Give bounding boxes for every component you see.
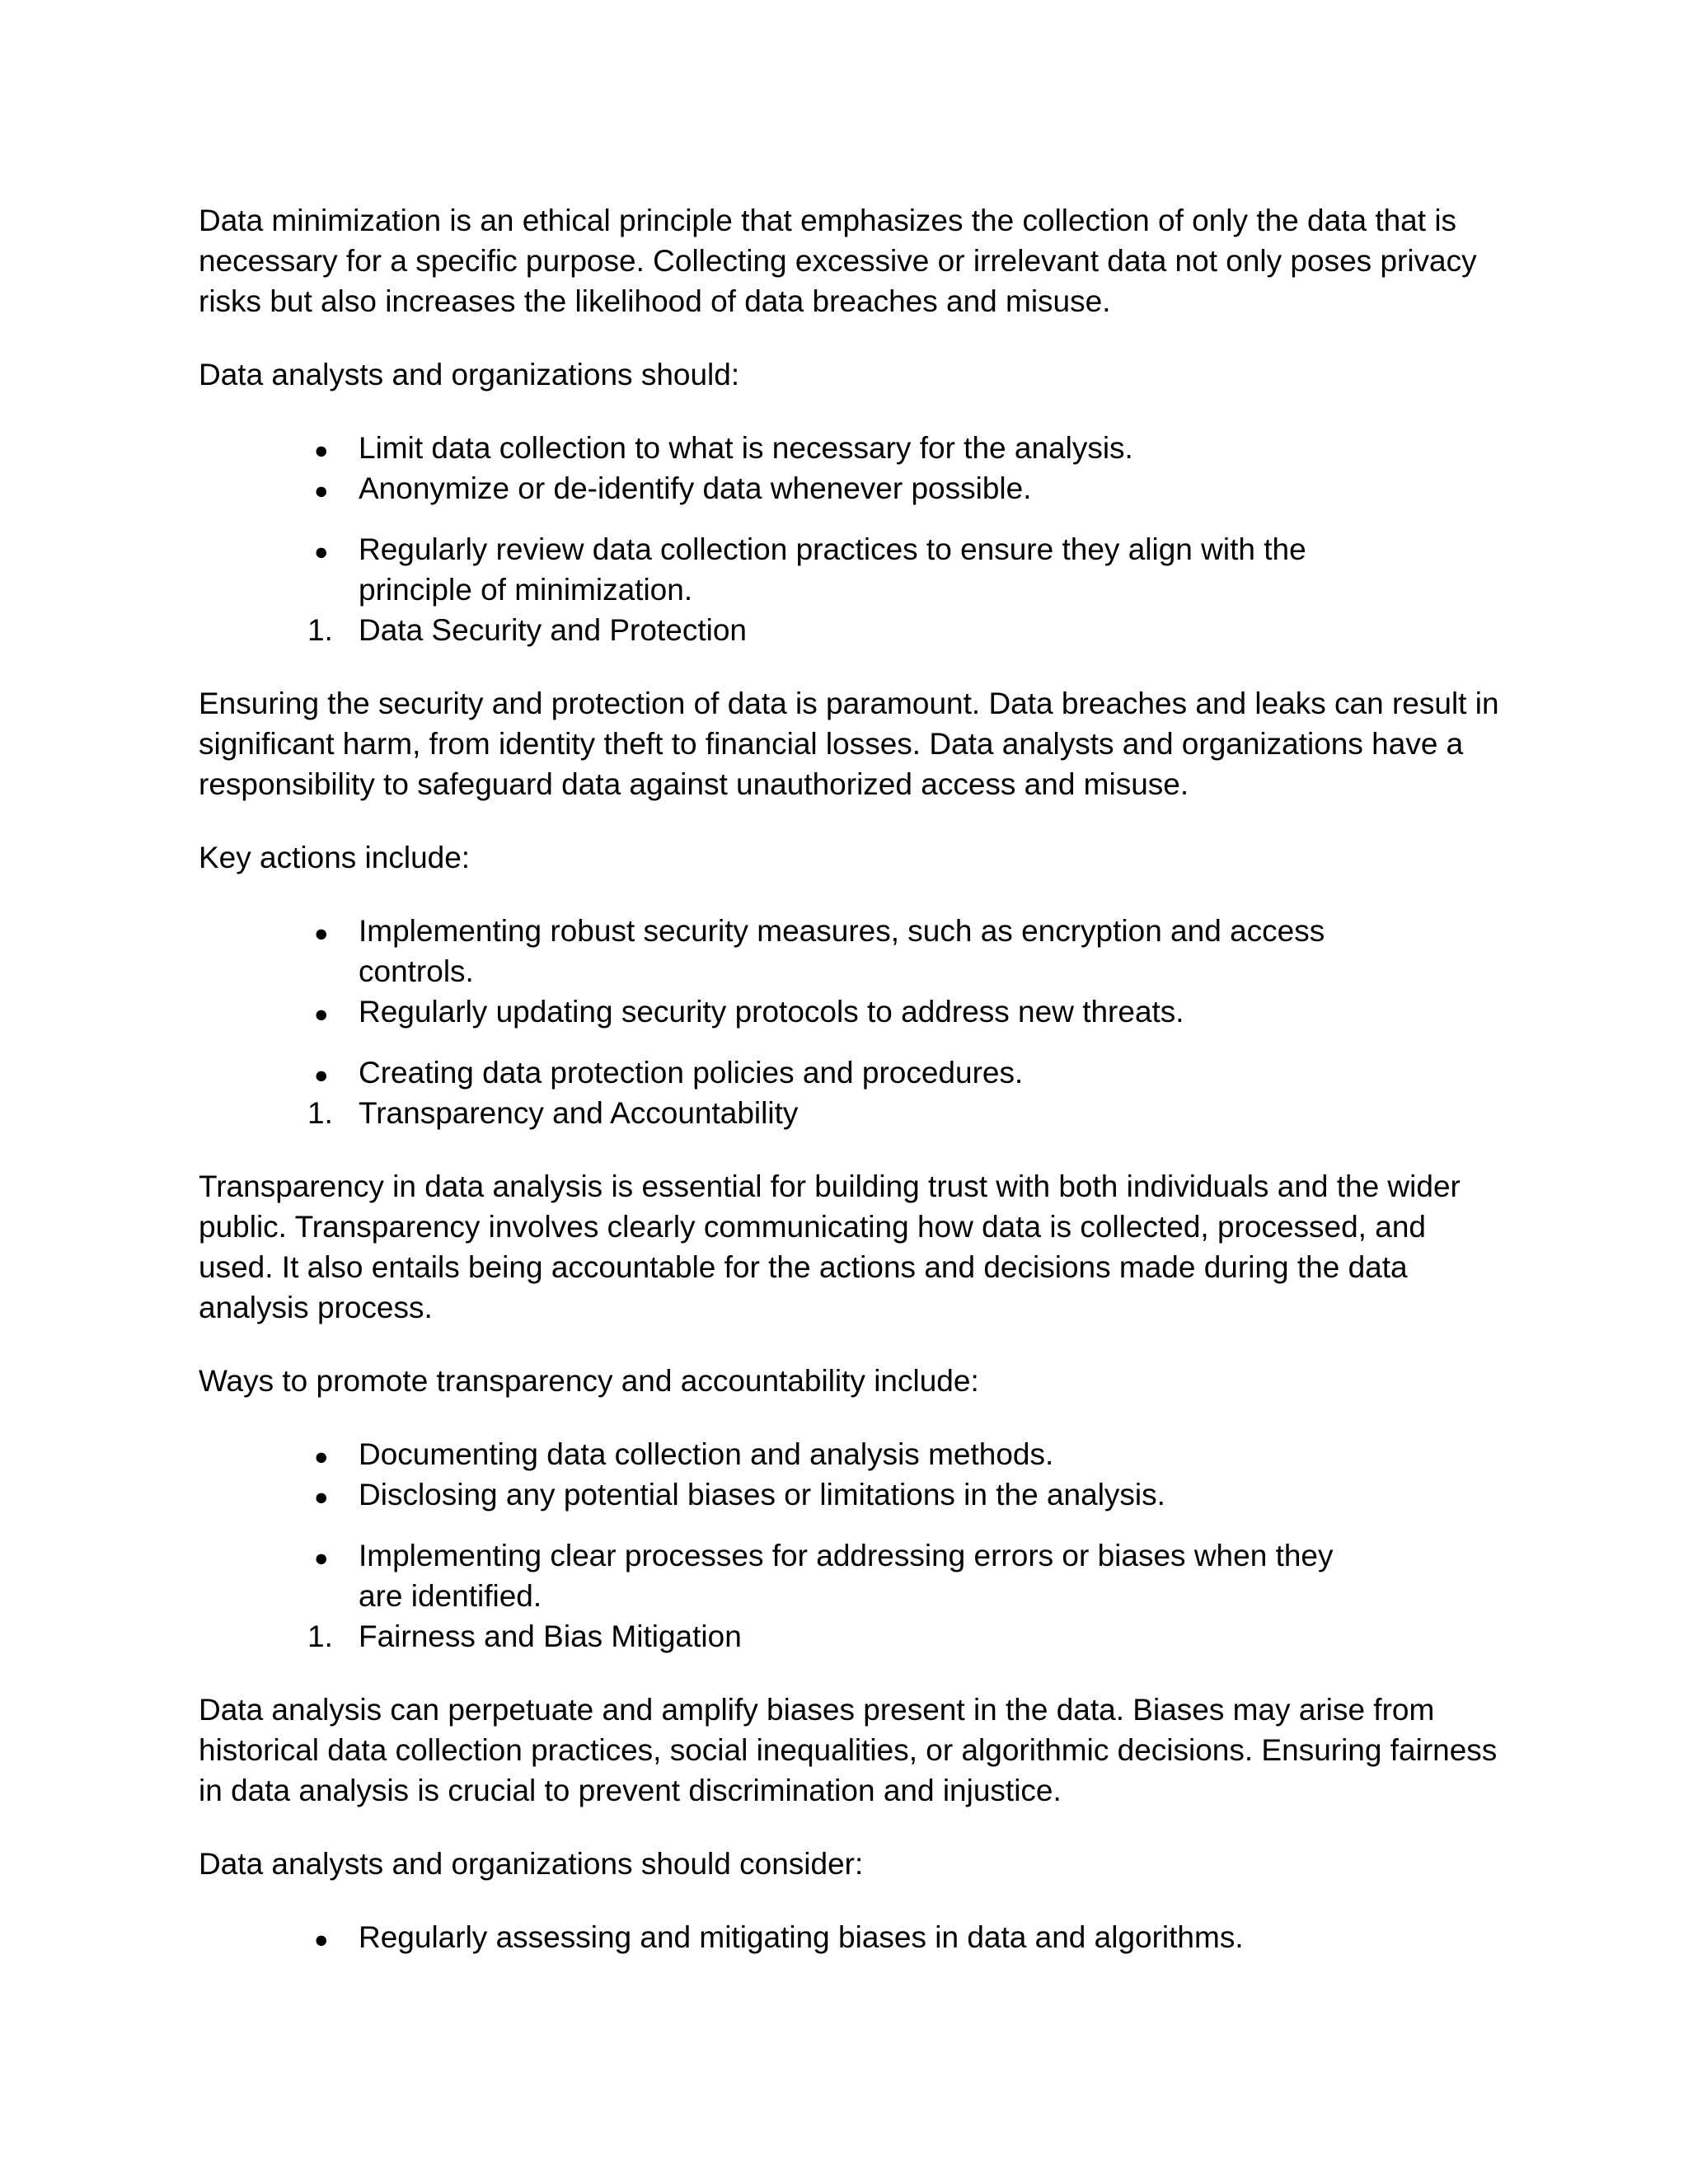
list-item-text: Regularly review data collection practices to ensure they align with the principle of minimization. (359, 532, 1306, 607)
list-item (199, 1535, 1501, 1616)
list-item-text: Documenting data collection and analysis methods. (359, 1437, 1054, 1471)
numbered-heading (199, 1616, 1501, 1657)
list-item (199, 529, 1501, 610)
document-body (199, 200, 1501, 1957)
list-item-text: Limit data collection to what is necessary for the analysis. (359, 431, 1133, 465)
list-item-text: Regularly updating security protocols to address new threats. (359, 995, 1184, 1029)
numbered-heading-text: Data Security and Protection (359, 613, 747, 647)
list-item-text: Creating data protection policies and procedures. (359, 1056, 1024, 1090)
list-item-text: Implementing robust security measures, such as encryption and access controls. (359, 914, 1325, 988)
list-item-text: Implementing clear processes for addressing errors or biases when they are identified. (359, 1539, 1334, 1613)
list-item (199, 991, 1501, 1032)
numbered-heading-text: Transparency and Accountability (359, 1096, 799, 1130)
paragraph-intro: Data analysts and organizations should consider: (199, 1847, 864, 1881)
bullet-marker: ● (314, 1927, 329, 1953)
number-marker: 1. (307, 613, 333, 647)
list-item (199, 911, 1501, 991)
paragraph-intro: Data analysts and organizations should: (199, 358, 740, 391)
list-item (199, 1052, 1501, 1093)
paragraph-security: Ensuring the security and protection of data is paramount. Data breaches and leaks can result in significant harm, from identity theft to financial losses. Data analysts and organizations have a responsibility to safeguard data against unauthorized access and misuse. (199, 687, 1499, 801)
bullet-marker: ● (314, 1444, 329, 1470)
paragraph-transparency: Transparency in data analysis is essential for building trust with both individuals and the wider public. Transparency involves clearly communicating how data is collected, processed, and used. It also entails being accountable for the actions and decisions made during the data analysis process. (199, 1169, 1461, 1324)
numbered-heading (199, 1093, 1501, 1133)
bullet-marker: ● (314, 438, 329, 464)
number-marker: 1. (307, 1619, 333, 1653)
list-item (199, 428, 1501, 468)
paragraph-fairness: Data analysis can perpetuate and amplify biases present in the data. Biases may arise from historical data collection practices, social inequalities, or algorithmic decisions. Ensuring fairness in data analysis is crucial to prevent discrimination and injustice. (199, 1693, 1498, 1807)
bullet-marker: ● (314, 1062, 329, 1089)
bullet-marker: ● (314, 539, 329, 565)
paragraph-intro: Ways to promote transparency and accountability include: (199, 1364, 979, 1398)
paragraph-intro: Key actions include: (199, 841, 471, 874)
list-item-text: Regularly assessing and mitigating biases in data and algorithms. (359, 1920, 1244, 1954)
bullet-marker: ● (314, 478, 329, 504)
numbered-heading-text: Fairness and Bias Mitigation (359, 1619, 742, 1653)
paragraph-data-minimization: Data minimization is an ethical principle that emphasizes the collection of only the data that is necessary for a specific purpose. Collecting excessive or irrelevant data not only poses privacy risks but also increases the likelihood of data breaches and misuse. (199, 204, 1477, 318)
list-item (199, 1474, 1501, 1515)
bullet-marker: ● (314, 921, 329, 947)
number-marker: 1. (307, 1096, 333, 1130)
bullet-marker: ● (314, 1484, 329, 1511)
list-item (199, 1917, 1501, 1957)
numbered-heading (199, 610, 1501, 650)
bullet-marker: ● (314, 1545, 329, 1572)
bullet-marker: ● (314, 1001, 329, 1028)
list-item-text: Anonymize or de-identify data whenever possible. (359, 471, 1032, 505)
list-item (199, 1434, 1501, 1474)
list-item-text: Disclosing any potential biases or limitations in the analysis. (359, 1478, 1165, 1511)
list-item (199, 468, 1501, 509)
